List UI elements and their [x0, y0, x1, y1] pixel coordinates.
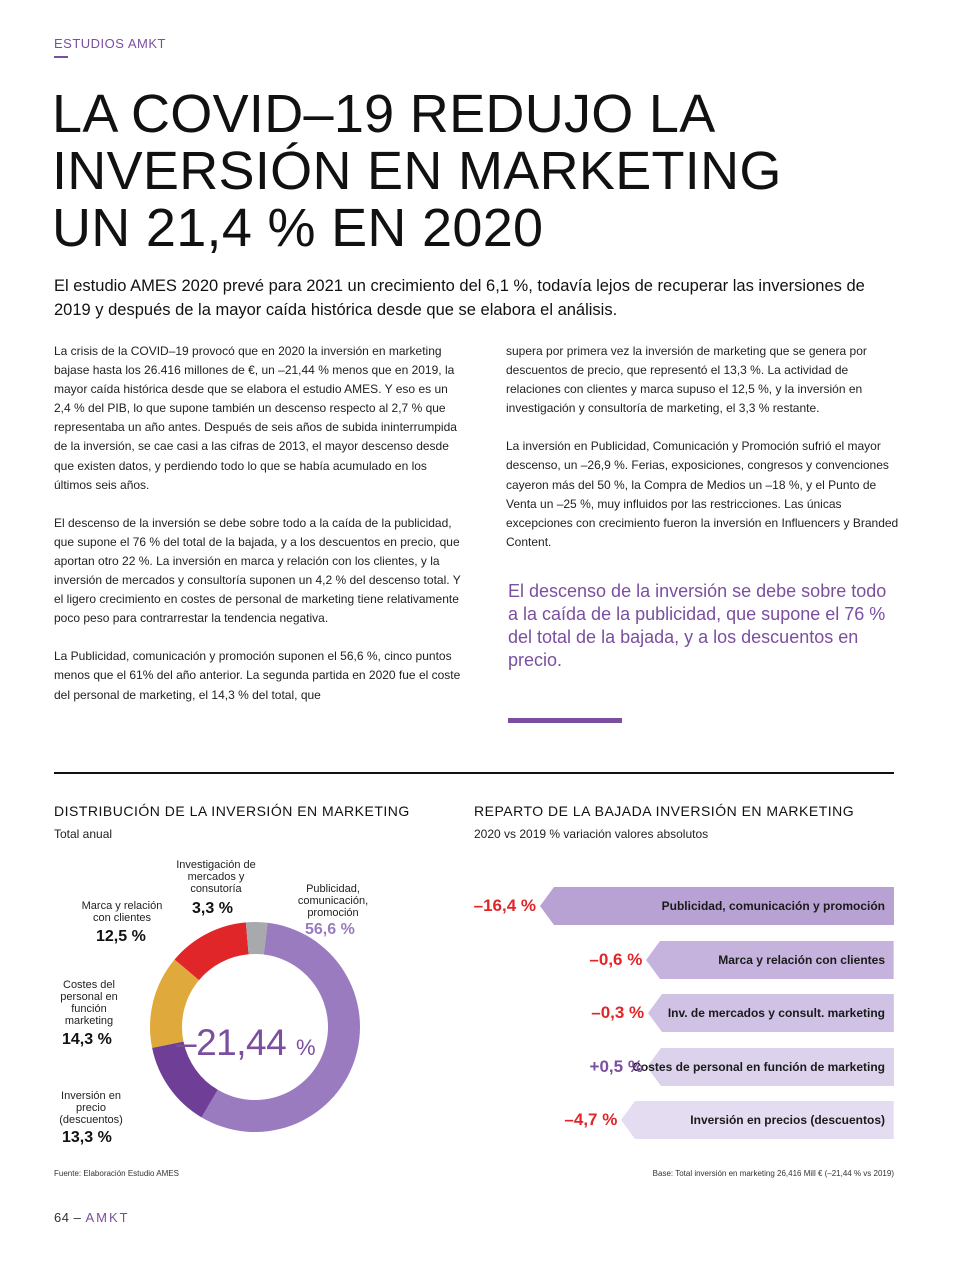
bar-chart-subtitle: 2020 vs 2019 % variación valores absolutos	[474, 827, 709, 841]
section-kicker: ESTUDIOS AMKT	[54, 36, 166, 51]
bar-value-label: –4,7 %	[564, 1110, 618, 1129]
headline-line: UN 21,4 % EN 2020	[52, 198, 544, 258]
center-number: –21,44	[176, 1022, 287, 1063]
body-paragraph: El descenso de la inversión se debe sobre todo a la caída de la publicidad, que supone el 76 % del total de la bajada, y a los descuentos en precio, que aportan otro 22 %. La inversión en marca y relación con los clientes, y la inversión de mercados y consultoría suponen un 4,2 % del descenso total. Y el ligero crecimiento en costes de personal de marketing tiene relativamente poco peso para contrarrestar la tendencia negativa.	[54, 515, 461, 626]
page-number: 64 –	[54, 1210, 82, 1225]
label-publicidad: Publicidad, comunicación, promoción	[297, 883, 369, 919]
center-unit: %	[295, 1035, 316, 1060]
bar-value-label: +0,5 %	[589, 1056, 643, 1076]
donut-chart-subtitle: Total anual	[54, 827, 113, 841]
headline-line: LA COVID–19 REDUJO LA	[52, 84, 716, 144]
slice-investigacion	[246, 922, 268, 955]
folio-brand: AMKT	[85, 1210, 130, 1225]
bar-category-label: Publicidad, comunicación y promoción	[661, 899, 885, 913]
section-divider	[54, 772, 894, 774]
label-costes: Costes del personal en función marketing	[60, 979, 118, 1027]
body-paragraph: La Publicidad, comunicación y promoción suponen el 56,6 %, cinco puntos menos que el 61% del año anterior. La segunda partida en 2020 fue el coste del personal de marketing, el 14,3 % del total, que	[54, 649, 461, 702]
bar-value-label: –16,4 %	[473, 896, 536, 915]
pct-costes: 14,3 %	[62, 1031, 112, 1048]
body-column-right	[506, 342, 901, 571]
source-note: Fuente: Elaboración Estudio AMES	[54, 1169, 179, 1178]
base-note: Base: Total inversión en marketing 26,416 Mill € (–21,44 % vs 2019)	[652, 1169, 894, 1178]
bar-category-label: Inv. de mercados y consult. marketing	[667, 1006, 885, 1020]
pull-quote: El descenso de la inversión se debe sobre todo a la caída de la publicidad, que supone el 76 % del total de la bajada, y a los descuentos en precio.	[508, 581, 887, 670]
donut-center-value	[176, 1022, 315, 1064]
label-precio: Inversión en precio (descuentos)	[59, 1090, 123, 1126]
label-marca: Marca y relación con clientes	[81, 900, 163, 924]
bar-value-label: –0,6 %	[589, 949, 643, 969]
body-column-left	[54, 342, 464, 724]
bar-category-label: Costes de personal en función de marketing	[632, 1059, 885, 1074]
bar-category-label: Marca y relación con clientes	[718, 952, 885, 967]
pct-investigacion: 3,3 %	[192, 900, 233, 917]
donut-chart-title: DISTRIBUCIÓN DE LA INVERSIÓN EN MARKETING	[54, 803, 410, 819]
kicker-dash	[54, 56, 68, 58]
body-paragraph: supera por primera vez la inversión de marketing que se genera por descuentos de precio, que representó el 13,3 %. La actividad de relaciones con clientes y marca supuso el 12,5 %, y la inversión en investigación y consultoría de marketing, el 3,3 % restante.	[506, 344, 867, 416]
body-paragraph: La crisis de la COVID–19 provocó que en 2020 la inversión en marketing bajase hasta los 26.416 millones de €, un –21,44 % menos que en 2019, la mayor caída histórica desde que se elabora el estudio AMES. Y eso es un 2,4 % del PIB, lo que supone también un descenso respecto al 2,7 % que representaba un año antes. Después de seis años de subida ininterrumpida de la inversión, se cae casi a las cifras de 2013, el mayor descenso desde que existen datos, y perdiendo todo lo que se había acumulado en los últimos seis años.	[54, 344, 457, 492]
body-paragraph: La inversión en Publicidad, Comunicación y Promoción sufrió el mayor descenso, un –26,9 %. Ferias, exposiciones, congresos y convenciones cayeron más del 50 %, la Compra de Medios un –18 %, y el Punto de Venta un –25 %, muy influidos por las restricciones. Las únicas excepciones con crecimiento fueron la inversión en Influencers y Branded Content.	[506, 439, 899, 549]
bar-value-label: –0,3 %	[591, 1003, 645, 1022]
pull-quote-bar	[508, 718, 622, 723]
page-folio	[54, 1210, 130, 1225]
label-investigacion: Investigación de mercados y consutoría	[176, 859, 256, 895]
deck: El estudio AMES 2020 prevé para 2021 un crecimiento del 6,1 %, todavía lejos de recuperar las inversiones de 2019 y después de la mayor caída histórica desde que se elabora el análisis.	[54, 277, 865, 319]
bar-chart-title: REPARTO DE LA BAJADA INVERSIÓN EN MARKETING	[474, 803, 855, 819]
pct-precio: 13,3 %	[62, 1129, 112, 1146]
pct-marca: 12,5 %	[96, 928, 146, 945]
headline	[52, 86, 932, 257]
pct-publicidad: 56,6 %	[305, 921, 355, 938]
headline-line: INVERSIÓN EN MARKETING	[52, 141, 782, 201]
bar-category-label: Inversión en precios (descuentos)	[690, 1113, 885, 1127]
